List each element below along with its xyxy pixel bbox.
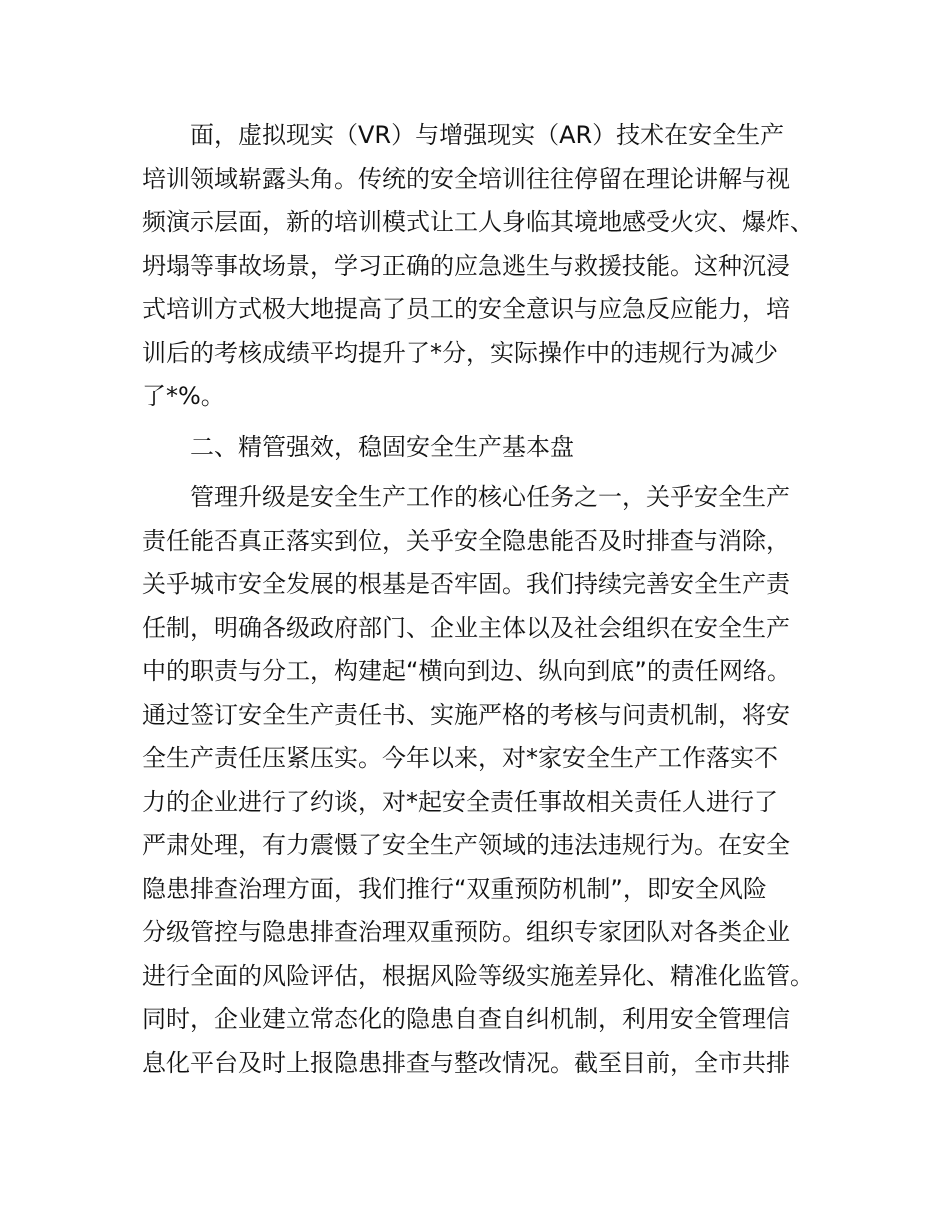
text-line: 式培训方式极大地提高了员工的安全意识与应急反应能力，培 (142, 295, 790, 323)
text-line: 任制，明确各级政府部门、企业主体以及社会组织在安全生产 (142, 613, 790, 642)
text-line: 坍塌等事故场景，学习正确的应急逃生与救援技能。这种沉浸 (142, 251, 790, 280)
text-line: 关乎城市安全发展的根基是否牢固。我们持续完善安全生产责 (142, 570, 790, 598)
text-line: 严肃处理，有力震慑了安全生产领域的违法违规行为。在安全 (142, 831, 790, 859)
text-line: 面，虚拟现实（VR）与增强现实（AR）技术在安全生产 (190, 121, 785, 149)
text-line: 培训领域崭露头角。传统的安全培训往往停留在理论讲解与视 (142, 164, 790, 193)
text-line: 力的企业进行了约谈，对*起安全责任事故相关责任人进行了 (142, 787, 778, 816)
text-line: 同时，企业建立常态化的隐患自查自纠机制，利用安全管理信 (142, 1005, 790, 1033)
text-line: 训后的考核成绩平均提升了*分，实际操作中的违规行为减少 (142, 338, 778, 367)
text-line: 通过签订安全生产责任书、实施严格的考核与问责机制，将安 (142, 700, 790, 729)
text-line: 中的职责与分工，构建起“横向到边、纵向到底”的责任网络。 (142, 657, 791, 685)
paragraph-management-upgrade (142, 476, 822, 1085)
text-line: 进行全面的风险评估，根据风险等级实施差异化、精准化监管。 (142, 961, 814, 990)
document-body (142, 114, 822, 1085)
text-line: 管理升级是安全生产工作的核心任务之一，关乎安全生产 (190, 483, 790, 511)
spacer (142, 469, 822, 476)
text-line: 息化平台及时上报隐患排查与整改情况。截至目前，全市共排 (142, 1048, 790, 1077)
spacer (142, 419, 822, 426)
section-heading: 二、精管强效，稳固安全生产基本盘 (190, 432, 574, 461)
text-line: 频演示层面，新的培训模式让工人身临其境地感受火灾、爆炸、 (142, 208, 814, 236)
paragraph-vr-ar-training (142, 114, 822, 419)
text-line: 了*%。 (142, 382, 225, 410)
text-line: 分级管控与隐患排查治理双重预防。组织专家团队对各类企业 (142, 918, 790, 946)
text-line: 全生产责任压紧压实。今年以来，对*家安全生产工作落实不 (142, 744, 778, 772)
text-line: 责任能否真正落实到位，关乎安全隐患能否及时排查与消除， (142, 526, 790, 555)
text-line: 隐患排查治理方面，我们推行“双重预防机制”，即安全风险 (142, 874, 767, 903)
